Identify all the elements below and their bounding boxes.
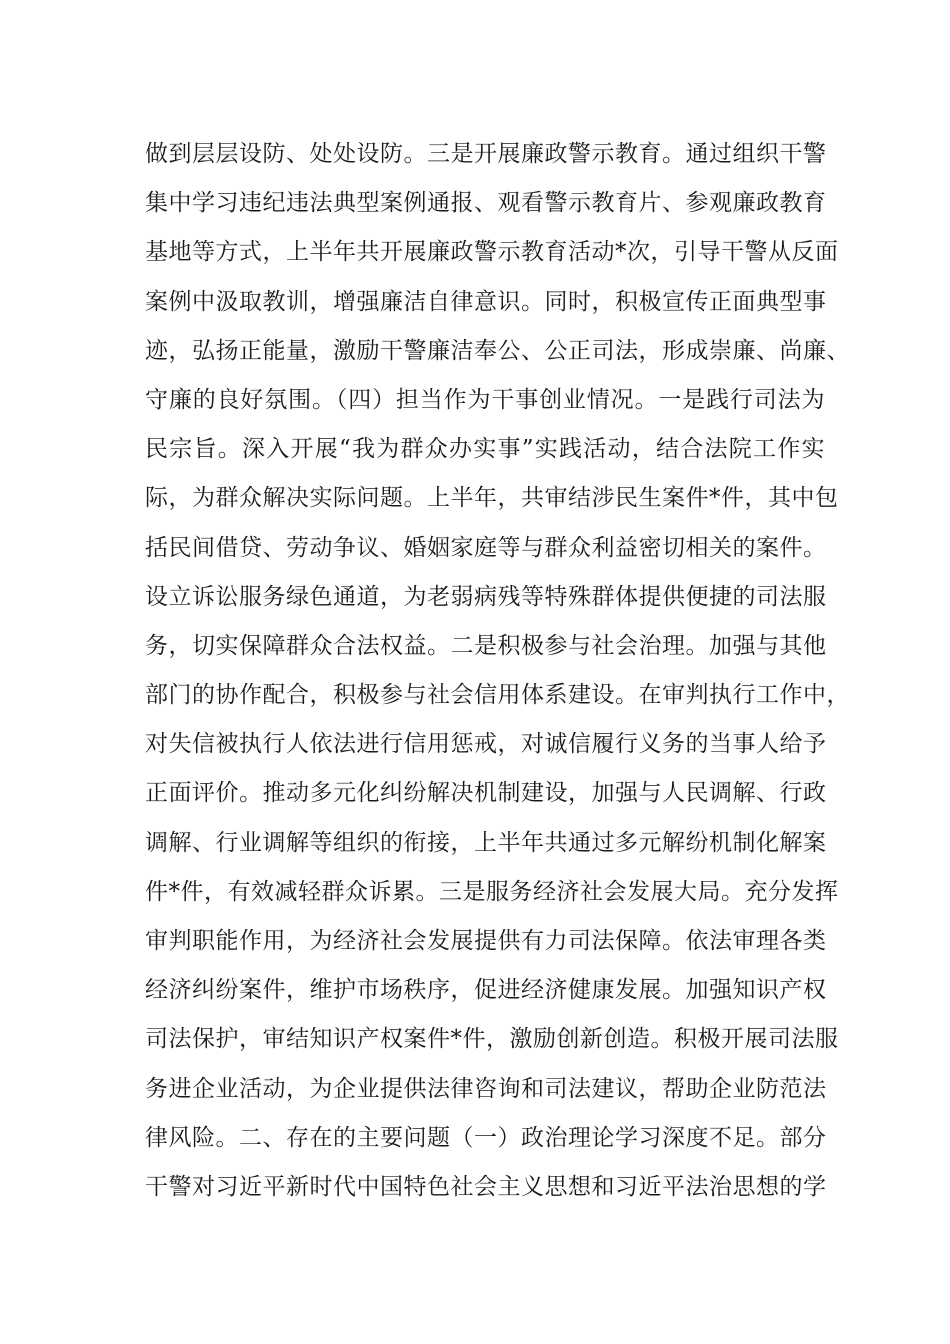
text-line: 律风险。二、存在的主要问题（一）政治理论学习深度不足。部分 xyxy=(145,1124,827,1151)
text-line: 做到层层设防、处处设防。三是开展廉政警示教育。通过组织干警 xyxy=(145,141,827,167)
text-line: 司法保护，审结知识产权案件*件，激励创新创造。积极开展司法服 xyxy=(145,1026,839,1053)
text-line: 经济纠纷案件，维护市场秩序，促进经济健康发展。加强知识产权 xyxy=(145,977,827,1004)
text-line: 基地等方式，上半年共开展廉政警示教育活动*次，引导干警从反面 xyxy=(145,239,839,266)
text-line: 迹，弘扬正能量，激励干警廉洁奉公、公正司法，形成崇廉、尚廉、 xyxy=(145,337,850,364)
text-line: 务进企业活动，为企业提供法律咨询和司法建议，帮助企业防范法 xyxy=(145,1075,827,1102)
text-line: 集中学习违纪违法典型案例通报、观看警示教育片、参观廉政教育 xyxy=(145,190,827,217)
body-text xyxy=(145,130,850,1212)
text-line: 际，为群众解决实际问题。上半年，共审结涉民生案件*件，其中包 xyxy=(145,485,839,512)
text-line: 部门的协作配合，积极参与社会信用体系建设。在审判执行工作中， xyxy=(145,682,850,709)
text-line: 对失信被执行人依法进行信用惩戒，对诚信履行义务的当事人给予 xyxy=(145,731,827,758)
text-line: 设立诉讼服务绿色通道，为老弱病残等特殊群体提供便捷的司法服 xyxy=(145,583,827,610)
text-line: 调解、行业调解等组织的衔接，上半年共通过多元解纷机制化解案 xyxy=(145,829,827,856)
text-line: 干警对习近平新时代中国特色社会主义思想和习近平法治思想的学 xyxy=(145,1173,827,1200)
text-line: 括民间借贷、劳动争议、婚姻家庭等与群众利益密切相关的案件。 xyxy=(145,534,827,561)
text-line: 守廉的良好氛围。（四）担当作为干事创业情况。一是践行司法为 xyxy=(145,386,825,413)
text-line: 案例中汲取教训，增强廉洁自律意识。同时，积极宣传正面典型事 xyxy=(145,288,827,315)
text-line: 务，切实保障群众合法权益。二是积极参与社会治理。加强与其他 xyxy=(145,632,827,659)
text-line: 民宗旨。深入开展“我为群众办实事”实践活动，结合法院工作实 xyxy=(145,436,825,463)
text-line: 件*件，有效减轻群众诉累。三是服务经济社会发展大局。充分发挥 xyxy=(145,878,839,905)
text-line: 审判职能作用，为经济社会发展提供有力司法保障。依法审理各类 xyxy=(145,928,827,954)
text-line: 正面评价。推动多元化纠纷解决机制建设，加强与人民调解、行政 xyxy=(145,780,827,807)
